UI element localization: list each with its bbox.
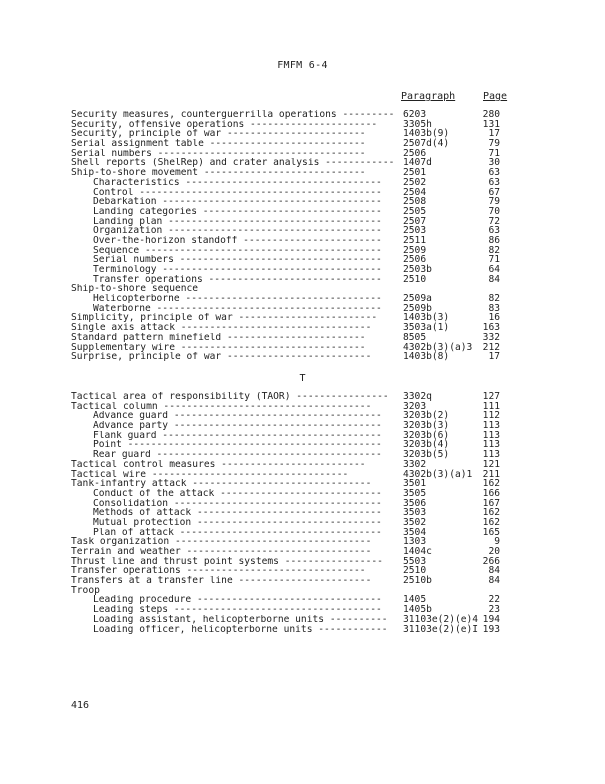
entry-text: Troop (71, 585, 100, 596)
entry-text: Flank guard -------------------------------------- (93, 430, 382, 441)
index-entry (0, 508, 605, 518)
entry-page: 79 (488, 138, 500, 150)
entry-page: 127 (482, 391, 500, 402)
index-entry (0, 304, 605, 314)
entry-page: 71 (488, 254, 500, 266)
entry-text: Control ------------------------------------------ (93, 187, 382, 198)
entry-page: 131 (482, 118, 500, 130)
index-entry (0, 284, 605, 294)
index-entry (0, 158, 605, 168)
entry-page: 22 (488, 594, 500, 606)
index-entry (0, 352, 605, 362)
entry-text: Surprise, principle of war ------------------------- (71, 352, 372, 362)
entry-paragraph: 2506 (403, 254, 427, 266)
index-entry (0, 586, 605, 596)
entry-paragraph: 2511 (403, 234, 427, 246)
index-entry (0, 479, 605, 489)
page-column-header: Page (483, 91, 508, 102)
entry-paragraph: 2510 (403, 273, 427, 285)
entry-text: Ship-to-shore sequence (71, 284, 199, 295)
entry-text: Security, principle of war ------------------------ (71, 129, 366, 140)
entry-text: Serial numbers ------------------------------------ (71, 148, 366, 159)
index-entry (0, 537, 605, 547)
entry-text: Plan of attack ----------------------------------- (93, 527, 382, 538)
entry-page: 63 (488, 176, 500, 188)
entry-page: 86 (488, 234, 500, 246)
entry-paragraph: 1303 (403, 536, 427, 548)
entry-text: Transfer operations ------------------------------ (93, 274, 382, 285)
entry-page: 112 (482, 410, 500, 422)
entry-paragraph: 2509b (403, 302, 432, 314)
entry-text: Security, offensive operations ---------------------- (71, 119, 378, 130)
index-entry (0, 566, 605, 576)
index-entry (0, 110, 605, 120)
entry-paragraph: 3502 (403, 516, 427, 528)
entry-paragraph: 3302 (403, 458, 427, 470)
index-entry (0, 576, 605, 586)
page-number: 416 (71, 700, 90, 711)
index-entry (0, 402, 605, 412)
entry-text: Transfer operations ------------------------------- (71, 566, 366, 577)
entry-paragraph: 3203b(6) (403, 429, 450, 441)
entry-page: 20 (488, 546, 500, 557)
index-entry (0, 431, 605, 441)
entry-page: 79 (488, 196, 500, 208)
entry-page: 72 (488, 215, 500, 227)
entry-text: Mutual protection -------------------------------- (93, 517, 382, 528)
entry-text: Leading steps ------------------------------------ (93, 605, 382, 615)
entry-text: Rear guard --------------------------------------- (93, 450, 382, 460)
entry-paragraph: 31103e(2)(e)4 (403, 613, 479, 625)
entry-page: 67 (488, 186, 500, 198)
entry-page: 70 (488, 205, 500, 217)
index-entry (0, 392, 605, 402)
index-entry (0, 557, 605, 567)
entry-paragraph: 2505 (403, 205, 427, 217)
entry-text: Waterborne --------------------------------------- (93, 303, 382, 314)
entry-page: 17 (488, 351, 500, 363)
entry-text: Simplicity, principle of war ------------------------ (71, 313, 378, 324)
paragraph-column-header: Paragraph (401, 91, 456, 102)
entry-text: Thrust line and thrust point systems ----------------- (71, 556, 383, 567)
entry-page: 63 (488, 167, 500, 179)
index-entry (0, 188, 605, 198)
entry-paragraph: 2509 (403, 244, 427, 256)
entry-paragraph: 3503a(1) (403, 322, 450, 334)
entry-paragraph: 3305h (403, 118, 432, 130)
entry-page: 162 (482, 507, 500, 519)
index-entry (0, 411, 605, 421)
entry-paragraph: 2508 (403, 196, 427, 208)
index-entry (0, 217, 605, 227)
entry-page: 84 (488, 273, 500, 285)
index-entry (0, 323, 605, 333)
index-entry (0, 440, 605, 450)
entry-paragraph: 2510 (403, 565, 427, 577)
entry-paragraph: 4302b(3)(a)3 (403, 341, 473, 353)
entry-text: Landing categories ------------------------------- (93, 206, 382, 217)
entry-page: 167 (482, 497, 500, 509)
index-entry (0, 615, 605, 625)
entry-page: 71 (488, 147, 500, 159)
entry-paragraph: 2502 (403, 176, 427, 188)
index-entry (0, 625, 605, 635)
index-entry (0, 246, 605, 256)
entry-page: 17 (488, 128, 500, 140)
entry-page: 9 (494, 536, 500, 548)
entry-text: Sequence ----------------------------------------- (93, 245, 382, 256)
entry-page: 113 (482, 449, 500, 461)
entry-page: 63 (488, 225, 500, 237)
entry-text: Helicopterborne ---------------------------------- (93, 294, 382, 304)
entry-paragraph: 1405 (403, 594, 427, 606)
entry-page: 64 (488, 264, 500, 275)
entry-page: 193 (482, 623, 500, 635)
entry-page: 162 (482, 478, 500, 490)
entry-paragraph: 3506 (403, 497, 427, 509)
entry-page: 212 (482, 341, 500, 353)
entry-text: Shell reports (ShelRep) and crater analysis ------------ (71, 158, 395, 169)
entry-text: Consolidation ------------------------------------ (93, 498, 382, 509)
index-entry (0, 547, 605, 557)
entry-text: Ship-to-shore movement ---------------------------- (71, 168, 366, 178)
entry-paragraph: 3505 (403, 487, 427, 499)
entry-paragraph: 4302b(3)(a)1 (403, 468, 473, 480)
entry-text: Tactical control measures ------------------------- (71, 459, 366, 470)
entry-text: Leading procedure -------------------------------- (93, 595, 382, 606)
entry-paragraph: 2503 (403, 225, 427, 237)
entry-page: 82 (488, 244, 500, 256)
index-entry (0, 313, 605, 323)
entry-page: 82 (488, 293, 500, 305)
entry-paragraph: 1403b(8) (403, 351, 450, 363)
entry-text: Landing plan ------------------------------------- (93, 216, 382, 227)
index-entry (0, 421, 605, 431)
entry-page: 266 (482, 555, 500, 567)
entry-text: Terrain and weather -------------------------------- (71, 547, 372, 557)
entry-text: Supplementary wire -------------------------------- (71, 342, 366, 353)
entry-page: 113 (482, 420, 500, 432)
entry-text: Tactical column ------------------------------------ (71, 401, 372, 412)
entry-text: Serial assignment table --------------------------- (71, 139, 366, 149)
entry-text: Methods of attack -------------------------------- (93, 508, 382, 518)
index-entry (0, 518, 605, 528)
entry-paragraph: 3503 (403, 507, 427, 519)
entry-page: 162 (482, 516, 500, 528)
entry-paragraph: 2507 (403, 215, 427, 227)
entry-paragraph: 2509a (403, 293, 432, 305)
entry-paragraph: 1404c (403, 546, 432, 557)
index-entry (0, 605, 605, 615)
entry-page: 194 (482, 613, 500, 625)
index-entry (0, 236, 605, 246)
index-entry (0, 595, 605, 605)
index-entry (0, 333, 605, 343)
entry-text: Conduct of the attack ---------------------------- (93, 488, 382, 499)
document-header: FMFM 6-4 (277, 60, 328, 71)
entry-text: Advance party ------------------------------------ (93, 421, 382, 431)
entry-page: 16 (488, 312, 500, 324)
index-entry (0, 489, 605, 499)
entry-text: Single axis attack --------------------------------- (71, 323, 372, 333)
index-entry (0, 255, 605, 265)
entry-paragraph: 8505 (403, 331, 427, 343)
entry-page: 332 (482, 331, 500, 343)
entry-text: Advance guard ------------------------------------ (93, 411, 382, 422)
entry-paragraph: 3203b(4) (403, 439, 450, 451)
entry-paragraph: 3203 (403, 400, 427, 412)
section-letter-t: T (299, 373, 306, 384)
index-entry (0, 226, 605, 236)
entry-page: 84 (488, 575, 500, 587)
index-entry (0, 120, 605, 130)
index-entry (0, 343, 605, 353)
index-entry (0, 460, 605, 470)
entry-text: Transfers at a transfer line ----------------------- (71, 576, 372, 586)
index-section-t (0, 392, 605, 634)
entry-paragraph: 3203b(2) (403, 410, 450, 422)
entry-text: Tank-infantry attack ------------------------------- (71, 479, 372, 489)
index-entry (0, 149, 605, 159)
entry-text: Security measures, counterguerrilla operations --------- (71, 110, 395, 120)
entry-page: 113 (482, 439, 500, 451)
entry-paragraph: 3203b(3) (403, 420, 450, 432)
entry-page: 280 (482, 109, 500, 120)
entry-paragraph: 5503 (403, 555, 427, 567)
entry-paragraph: 3504 (403, 526, 427, 538)
index-entry (0, 207, 605, 217)
index-entry (0, 528, 605, 538)
entry-text: Characteristics ---------------------------------- (93, 177, 382, 188)
entry-page: 113 (482, 429, 500, 441)
entry-page: 23 (488, 604, 500, 616)
entry-paragraph: 2510b (403, 575, 432, 587)
entry-text: Debarkation -------------------------------------- (93, 197, 382, 207)
entry-text: Tactical wire ---------------------------------- (71, 469, 349, 480)
entry-paragraph: 3203b(5) (403, 449, 450, 461)
entry-paragraph: 31103e(2)(e)I (403, 623, 479, 635)
entry-paragraph: 1403b(9) (403, 128, 450, 140)
entry-page: 165 (482, 526, 500, 538)
entry-paragraph: 1403b(3) (403, 312, 450, 324)
index-entry (0, 275, 605, 285)
entry-paragraph: 2504 (403, 186, 427, 198)
entry-paragraph: 1405b (403, 604, 432, 616)
entry-paragraph: 2506 (403, 147, 427, 159)
entry-text: Point -------------------------------------------- (93, 440, 382, 451)
index-entry (0, 139, 605, 149)
entry-text: Standard pattern minefield ------------------------ (71, 332, 366, 343)
entry-text: Loading officer, helicopterborne units ------------ (93, 624, 388, 635)
entry-text: Serial numbers ----------------------------------- (93, 255, 382, 266)
index-entry (0, 450, 605, 460)
index-entry (0, 178, 605, 188)
index-entry (0, 470, 605, 480)
index-entry (0, 294, 605, 304)
index-entry (0, 499, 605, 509)
entry-page: 211 (482, 468, 500, 480)
entry-paragraph: 2507d(4) (403, 138, 450, 150)
entry-page: 166 (482, 487, 500, 499)
entry-page: 163 (482, 322, 500, 334)
entry-paragraph: 2503b (403, 264, 432, 275)
entry-paragraph: 6203 (403, 109, 427, 120)
entry-paragraph: 2501 (403, 167, 427, 179)
index-entry (0, 197, 605, 207)
entry-text: Tactical area of responsibility (TAOR) ---------------- (71, 392, 389, 402)
entry-paragraph: 3302q (403, 391, 432, 402)
entry-page: 84 (488, 565, 500, 577)
entry-page: 121 (482, 458, 500, 470)
entry-page: 30 (488, 157, 500, 169)
entry-page: 83 (488, 302, 500, 314)
entry-paragraph: 1407d (403, 157, 432, 169)
entry-text: Organization ------------------------------------- (93, 226, 382, 236)
index-entry (0, 129, 605, 139)
entry-text: Loading assistant, helicopterborne units ---------- (93, 614, 388, 625)
entry-page: 111 (482, 400, 500, 412)
entry-paragraph: 3501 (403, 478, 427, 490)
entry-text: Task organization ---------------------------------- (71, 537, 372, 548)
index-entry (0, 265, 605, 275)
entry-text: Terminology -------------------------------------- (93, 265, 382, 275)
index-entry (0, 168, 605, 178)
index-section-s (0, 110, 605, 362)
entry-text: Over-the-horizon standoff ------------------------ (93, 235, 382, 246)
